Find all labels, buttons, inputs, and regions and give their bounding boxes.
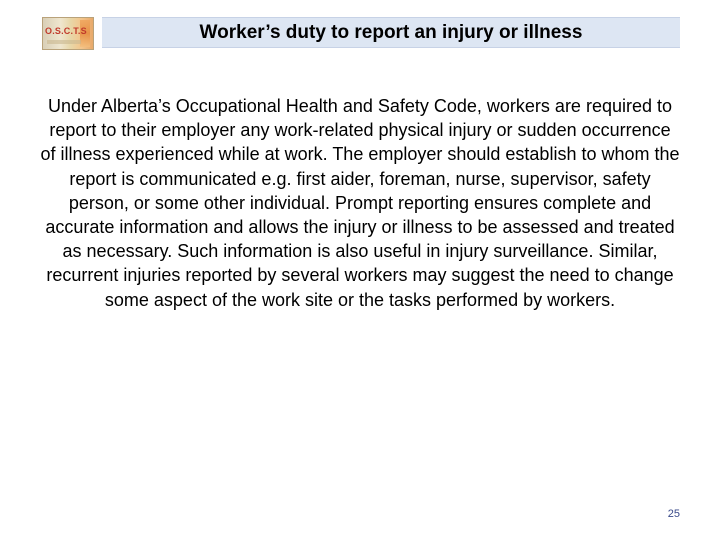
body-paragraph: Under Alberta’s Occupational Health and Safety Code, workers are required to report to their employer any work-related physical injury or sudden occurrence of illness experienced while at work. The employer should establish to whom the report is communicated e.g. first aider, foreman, nurse, supervisor, safety person, or some other individual. Prompt reporting ensures complete and accurate information and allows the injury or illness to be assessed and treated as necessary. Such information is also useful in injury surveillance. Similar, recurrent injuries reported by several workers may suggest the need to change some aspect of the work site or the tasks performed by workers. — [40, 96, 680, 310]
page-number: 25 — [667, 508, 680, 520]
logo — [42, 17, 94, 50]
logo-underline — [47, 40, 81, 44]
logo-text: O.S.C.T.S — [45, 26, 87, 36]
title-bar — [102, 17, 680, 48]
slide-title: Worker’s duty to report an injury or illness — [199, 21, 583, 43]
